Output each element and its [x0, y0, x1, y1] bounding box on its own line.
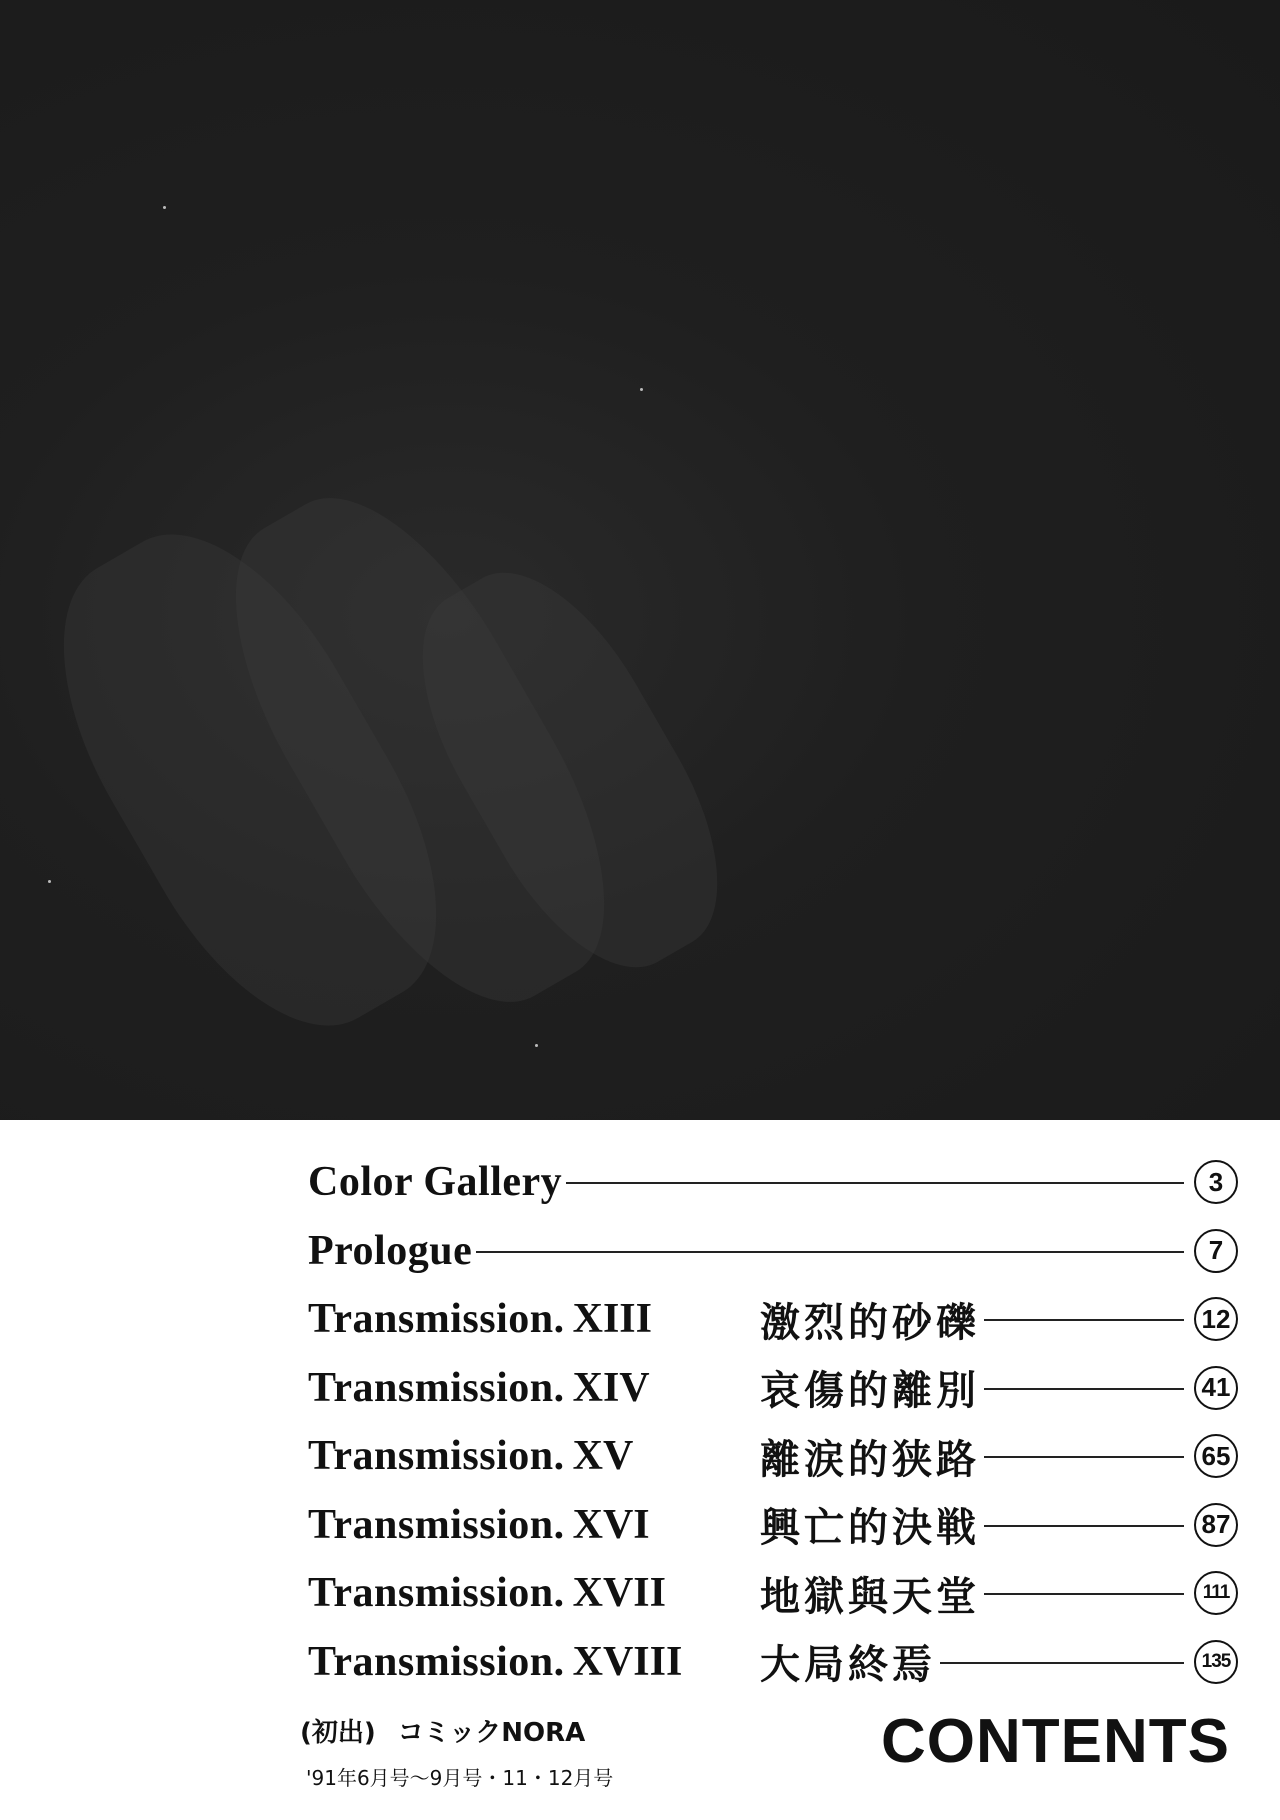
toc-leader-line: [476, 1251, 1184, 1253]
toc-entry-title: Transmission.: [308, 1638, 565, 1685]
speck: [163, 206, 166, 209]
toc-entry-title: Transmission.: [308, 1364, 565, 1411]
toc-entry-subtitle: 大局終焉: [760, 1642, 936, 1689]
toc-entry-subtitle: 激烈的砂礫: [760, 1299, 980, 1346]
toc-leader-line: [984, 1388, 1184, 1390]
toc-entry-subtitle: 興亡的決戦: [760, 1505, 980, 1552]
toc-entry: [308, 1285, 1238, 1354]
toc-entry-title: Color Gallery: [308, 1159, 563, 1206]
toc-entry-numeral: XVI: [572, 1501, 650, 1548]
toc-page-number: 41: [1194, 1366, 1238, 1410]
toc-entry: [308, 1628, 1238, 1697]
publication-dates: '91年6月号～9月号・11・12月号: [306, 1766, 614, 1790]
toc-leader-line: [566, 1182, 1184, 1184]
toc-page-number: 87: [1194, 1503, 1238, 1547]
speck: [640, 388, 643, 391]
toc-entry: [308, 1354, 1238, 1423]
toc-entry-title: Prologue: [308, 1227, 473, 1274]
toc-page-number: 111: [1194, 1571, 1238, 1615]
toc-entry: [308, 1559, 1238, 1628]
toc-entry: [308, 1148, 1238, 1217]
toc-leader-line: [940, 1662, 1184, 1664]
toc-page-number: 65: [1194, 1434, 1238, 1478]
toc-entry-title: Transmission.: [308, 1501, 565, 1548]
toc-leader-line: [984, 1456, 1184, 1458]
contents-heading: CONTENTS: [881, 1707, 1230, 1776]
toc-entry: [308, 1491, 1238, 1560]
toc-page-number: 135: [1194, 1640, 1238, 1684]
toc-leader-line: [984, 1593, 1184, 1595]
toc-entry-numeral: XV: [572, 1433, 634, 1480]
toc-entry: [308, 1422, 1238, 1491]
toc-entry-numeral: XIV: [572, 1364, 650, 1411]
toc-page-number: 3: [1194, 1160, 1238, 1204]
toc-entry-subtitle: 離涙的狭路: [760, 1436, 980, 1483]
table-of-contents: [308, 1148, 1238, 1696]
magazine-name: コミックNORA: [397, 1718, 586, 1748]
speck: [535, 1044, 538, 1047]
toc-entry-title: Transmission.: [308, 1296, 565, 1343]
toc-leader-line: [984, 1319, 1184, 1321]
toc-entry-title: Transmission.: [308, 1433, 565, 1480]
toc-entry-numeral: XVIII: [572, 1638, 683, 1685]
first-publication-label: (初出): [300, 1718, 376, 1748]
speck: [48, 880, 51, 883]
toc-entry-subtitle: 哀傷的離別: [760, 1368, 980, 1415]
toc-leader-line: [984, 1525, 1184, 1527]
toc-page-number: 12: [1194, 1297, 1238, 1341]
toc-entry-numeral: XIII: [572, 1296, 652, 1343]
first-publication-note: [300, 1712, 585, 1749]
toc-page-number: 7: [1194, 1229, 1238, 1273]
toc-entry-title: Transmission.: [308, 1570, 565, 1617]
toc-entry: [308, 1217, 1238, 1286]
toc-entry-subtitle: 地獄與天堂: [760, 1573, 980, 1620]
toc-entry-numeral: XVII: [572, 1570, 666, 1617]
